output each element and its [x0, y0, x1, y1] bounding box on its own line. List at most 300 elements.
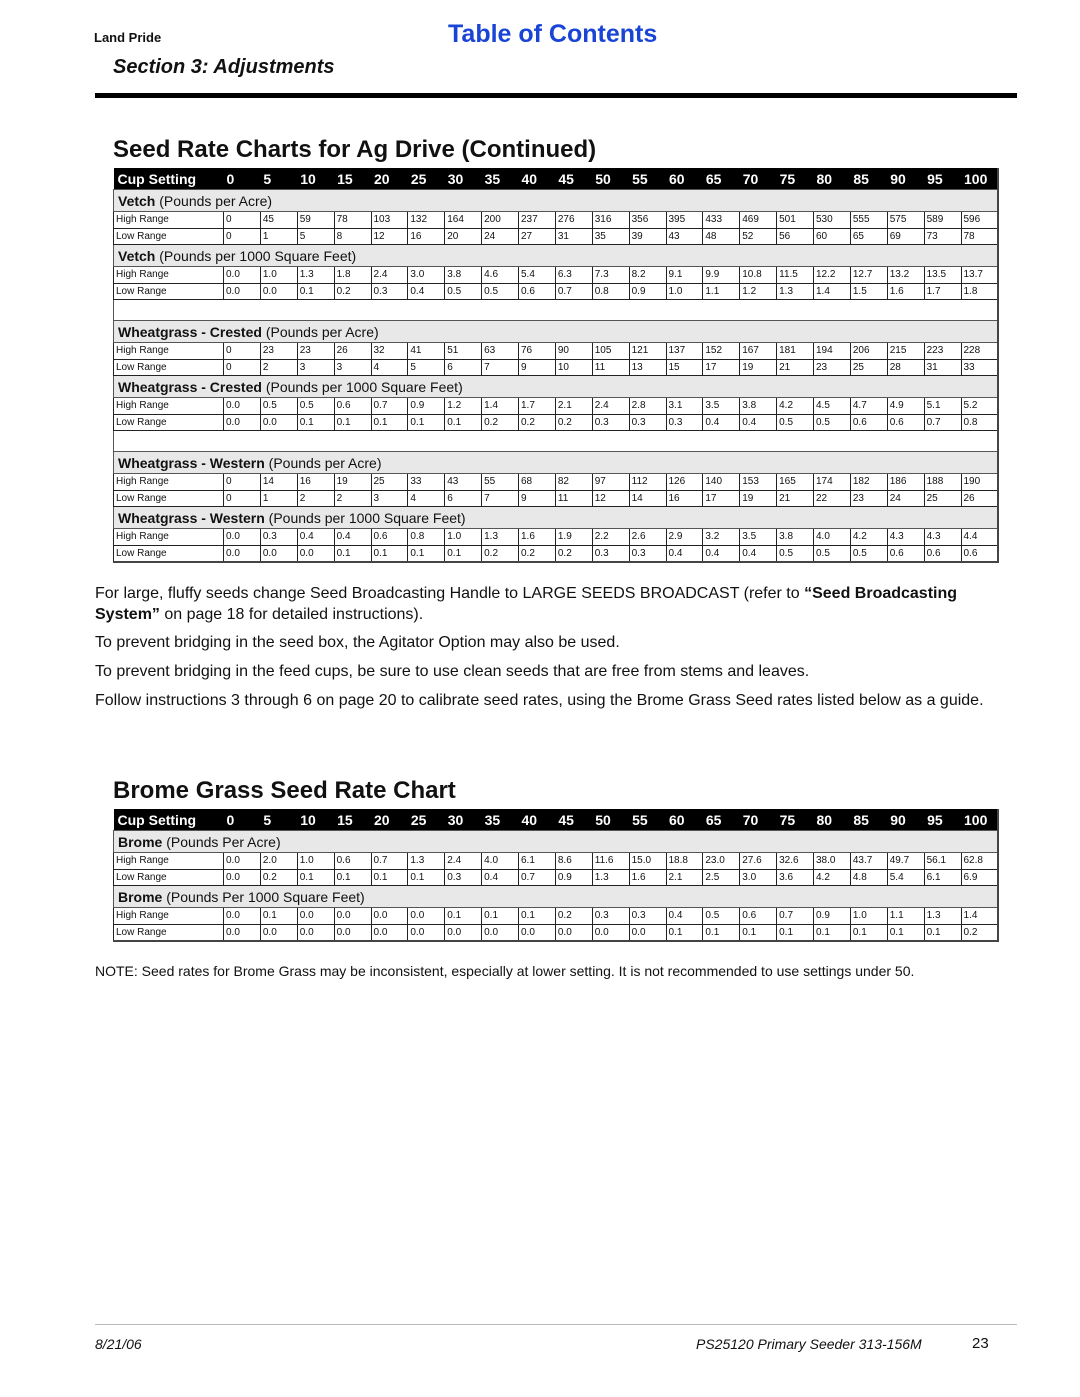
- cup-setting-value: 0: [224, 809, 261, 831]
- cup-setting-value: 45: [555, 809, 592, 831]
- rate-cell: 6.1: [924, 869, 961, 886]
- rate-cell: 65: [850, 228, 887, 245]
- cup-setting-value: 30: [445, 168, 482, 190]
- rate-cell: 27.6: [740, 853, 777, 870]
- rate-cell: 3: [371, 490, 408, 507]
- rate-cell: 433: [703, 212, 740, 229]
- rate-cell: 194: [814, 343, 851, 360]
- rate-cell: 3.2: [703, 529, 740, 546]
- table-row: [114, 529, 999, 546]
- paragraph-large-seeds: [95, 583, 1017, 625]
- rate-cell: 9.1: [666, 267, 703, 284]
- rate-cell: 12: [592, 490, 629, 507]
- rate-cell: 0.7: [777, 908, 814, 925]
- rate-cell: 0.1: [371, 869, 408, 886]
- seed-block-title: [114, 831, 999, 853]
- rate-cell: 12.2: [814, 267, 851, 284]
- rate-cell: 0.3: [592, 545, 629, 562]
- brand-name: Land Pride: [94, 30, 162, 45]
- rate-cell: 0.5: [814, 414, 851, 431]
- rate-cell: 0.7: [555, 283, 592, 300]
- rate-cell: 9: [519, 490, 556, 507]
- rate-cell: 0.2: [519, 545, 556, 562]
- table-of-contents-link[interactable]: Table of Contents: [448, 20, 658, 48]
- ag-seed-rate-table: [113, 168, 999, 563]
- rate-cell: 0.2: [519, 414, 556, 431]
- rate-cell: 0.0: [629, 924, 666, 941]
- rate-cell: 22: [814, 490, 851, 507]
- cup-setting-value: 10: [297, 168, 334, 190]
- rate-cell: 0.0: [482, 924, 519, 941]
- rate-cell: 0.5: [260, 398, 297, 415]
- cup-setting-header-row: [114, 168, 999, 190]
- rate-cell: 0.0: [297, 924, 334, 941]
- rate-cell: 0.1: [408, 414, 445, 431]
- cup-setting-value: 55: [629, 168, 666, 190]
- range-label: Low Range: [114, 414, 224, 431]
- rate-cell: 69: [887, 228, 924, 245]
- cup-setting-value: 85: [850, 809, 887, 831]
- rate-cell: 0.6: [887, 414, 924, 431]
- brome-seed-rate-table: [113, 809, 999, 942]
- rate-cell: 3: [297, 359, 334, 376]
- rate-cell: 530: [814, 212, 851, 229]
- rate-cell: 2: [260, 359, 297, 376]
- rate-cell: 4.2: [777, 398, 814, 415]
- rate-cell: 1.0: [445, 529, 482, 546]
- rate-cell: 43.7: [850, 853, 887, 870]
- rate-cell: 21: [777, 490, 814, 507]
- rate-cell: 0.6: [740, 908, 777, 925]
- rate-cell: 5: [297, 228, 334, 245]
- cup-setting-value: 70: [740, 809, 777, 831]
- rate-cell: 0.4: [703, 414, 740, 431]
- rate-cell: 555: [850, 212, 887, 229]
- rate-cell: 2.1: [555, 398, 592, 415]
- rate-cell: 126: [666, 474, 703, 491]
- spacer-row: [114, 300, 999, 321]
- cup-setting-value: 45: [555, 168, 592, 190]
- rate-cell: 0.2: [555, 908, 592, 925]
- rate-cell: 0.0: [260, 283, 297, 300]
- rate-cell: 19: [740, 359, 777, 376]
- rate-cell: 43: [445, 474, 482, 491]
- table-row: [114, 853, 999, 870]
- rate-cell: 14: [629, 490, 666, 507]
- rate-cell: 23.0: [703, 853, 740, 870]
- cup-setting-value: 75: [777, 168, 814, 190]
- rate-cell: 97: [592, 474, 629, 491]
- cup-setting-header-row: [114, 809, 999, 831]
- rate-cell: 5.4: [887, 869, 924, 886]
- rate-cell: 17: [703, 490, 740, 507]
- rate-cell: 0.1: [814, 924, 851, 941]
- rate-cell: 0.0: [408, 908, 445, 925]
- rate-cell: 28: [887, 359, 924, 376]
- rate-cell: 8.6: [555, 853, 592, 870]
- rate-cell: 2.4: [371, 267, 408, 284]
- rate-cell: 27: [519, 228, 556, 245]
- rate-cell: 0: [224, 212, 261, 229]
- rate-cell: 0.1: [408, 869, 445, 886]
- rate-cell: 25: [924, 490, 961, 507]
- range-label: Low Range: [114, 545, 224, 562]
- rate-cell: 2: [334, 490, 371, 507]
- range-label: Low Range: [114, 869, 224, 886]
- rate-cell: 59: [297, 212, 334, 229]
- cup-setting-value: 25: [408, 168, 445, 190]
- rate-cell: 62.8: [961, 853, 998, 870]
- rate-cell: 0: [224, 474, 261, 491]
- rate-cell: 105: [592, 343, 629, 360]
- rate-cell: 1.2: [740, 283, 777, 300]
- rate-cell: 0.6: [924, 545, 961, 562]
- seed-block-title-row: [114, 507, 999, 529]
- rate-cell: 0.2: [334, 283, 371, 300]
- rate-cell: 4.3: [887, 529, 924, 546]
- rate-cell: 0.4: [408, 283, 445, 300]
- rate-cell: 0.4: [334, 529, 371, 546]
- rate-cell: 15: [666, 359, 703, 376]
- table-row: [114, 414, 999, 431]
- rate-cell: 228: [961, 343, 998, 360]
- rate-cell: 0.1: [297, 283, 334, 300]
- rate-cell: 0.0: [224, 545, 261, 562]
- rate-cell: 0.0: [224, 398, 261, 415]
- rate-cell: 206: [850, 343, 887, 360]
- rate-cell: 4: [408, 490, 445, 507]
- rate-cell: 7: [482, 359, 519, 376]
- rate-cell: 237: [519, 212, 556, 229]
- rate-cell: 1.1: [887, 908, 924, 925]
- rate-cell: 0: [224, 343, 261, 360]
- rate-cell: 165: [777, 474, 814, 491]
- rate-cell: 0.0: [224, 414, 261, 431]
- seed-unit: (Pounds per Acre): [155, 192, 273, 209]
- cup-setting-value: 65: [703, 168, 740, 190]
- rate-cell: 90: [555, 343, 592, 360]
- cup-setting-value: 80: [814, 809, 851, 831]
- rate-cell: 33: [408, 474, 445, 491]
- seed-broadcasting-system-link[interactable]: “Seed Broadcasting System”: [95, 585, 958, 623]
- rate-cell: 140: [703, 474, 740, 491]
- rate-cell: 0.1: [482, 908, 519, 925]
- rate-cell: 0.0: [224, 529, 261, 546]
- page-number: 23: [972, 1335, 989, 1352]
- rate-cell: 2.5: [703, 869, 740, 886]
- cup-setting-value: 35: [482, 809, 519, 831]
- seed-name: Wheatgrass - Western: [118, 454, 265, 471]
- rate-cell: 0.3: [592, 414, 629, 431]
- seed-block-title: [114, 190, 999, 212]
- rate-cell: 3.0: [740, 869, 777, 886]
- rate-cell: 215: [887, 343, 924, 360]
- rate-cell: 23: [814, 359, 851, 376]
- rate-cell: 55: [482, 474, 519, 491]
- rate-cell: 0.1: [703, 924, 740, 941]
- rate-cell: 0.1: [371, 545, 408, 562]
- rate-cell: 0.4: [740, 545, 777, 562]
- rate-cell: 56: [777, 228, 814, 245]
- rate-cell: 0.0: [445, 924, 482, 941]
- rate-cell: 18.8: [666, 853, 703, 870]
- rate-cell: 20: [445, 228, 482, 245]
- rate-cell: 16: [408, 228, 445, 245]
- rate-cell: 45: [260, 212, 297, 229]
- cup-setting-value: 60: [666, 168, 703, 190]
- rate-cell: 2.9: [666, 529, 703, 546]
- cup-setting-value: 10: [297, 809, 334, 831]
- rate-cell: 0.3: [371, 283, 408, 300]
- rate-cell: 0.6: [334, 398, 371, 415]
- rate-cell: 103: [371, 212, 408, 229]
- rate-cell: 0: [224, 490, 261, 507]
- rate-cell: 0.1: [408, 545, 445, 562]
- rate-cell: 11.6: [592, 853, 629, 870]
- seed-block-title-row: [114, 376, 999, 398]
- rate-cell: 596: [961, 212, 998, 229]
- rate-cell: 0.4: [740, 414, 777, 431]
- spacer-cell: [114, 431, 999, 452]
- rate-cell: 31: [555, 228, 592, 245]
- rate-cell: 2.1: [666, 869, 703, 886]
- rate-cell: 7.3: [592, 267, 629, 284]
- rate-cell: 0.0: [260, 924, 297, 941]
- rate-cell: 0.6: [334, 853, 371, 870]
- rate-cell: 6.1: [519, 853, 556, 870]
- rate-cell: 0.3: [666, 414, 703, 431]
- rate-cell: 0.0: [224, 869, 261, 886]
- rate-cell: 186: [887, 474, 924, 491]
- cup-setting-value: 15: [334, 168, 371, 190]
- rate-cell: 316: [592, 212, 629, 229]
- rate-cell: 0.0: [260, 545, 297, 562]
- rate-cell: 63: [482, 343, 519, 360]
- rate-cell: 24: [482, 228, 519, 245]
- rate-cell: 6: [445, 359, 482, 376]
- rate-cell: 4.3: [924, 529, 961, 546]
- rate-cell: 0: [224, 359, 261, 376]
- rate-cell: 0.1: [924, 924, 961, 941]
- rate-cell: 200: [482, 212, 519, 229]
- rate-cell: 1: [260, 490, 297, 507]
- cup-setting-value: 90: [887, 168, 924, 190]
- rate-cell: 0.1: [334, 545, 371, 562]
- cup-setting-value: 20: [371, 809, 408, 831]
- rate-cell: 5.1: [924, 398, 961, 415]
- seed-name: Wheatgrass - Western: [118, 509, 265, 526]
- rate-cell: 32: [371, 343, 408, 360]
- rate-cell: 501: [777, 212, 814, 229]
- rate-cell: 0.6: [961, 545, 998, 562]
- rate-cell: 1.4: [814, 283, 851, 300]
- cup-setting-value: 50: [592, 168, 629, 190]
- rate-cell: 1.1: [703, 283, 740, 300]
- rate-cell: 15.0: [629, 853, 666, 870]
- rate-cell: 78: [334, 212, 371, 229]
- rate-cell: 0.0: [555, 924, 592, 941]
- rate-cell: 0.0: [592, 924, 629, 941]
- rate-cell: 8: [334, 228, 371, 245]
- seed-block-title-row: [114, 831, 999, 853]
- rate-cell: 0.1: [850, 924, 887, 941]
- rate-cell: 14: [260, 474, 297, 491]
- seed-block-title: [114, 507, 999, 529]
- rate-cell: 276: [555, 212, 592, 229]
- rate-cell: 73: [924, 228, 961, 245]
- rate-cell: 1.7: [519, 398, 556, 415]
- seed-unit: (Pounds Per 1000 Square Feet): [162, 888, 365, 905]
- rate-cell: 5.4: [519, 267, 556, 284]
- rate-cell: 2.4: [445, 853, 482, 870]
- rate-cell: 5: [408, 359, 445, 376]
- rate-cell: 10.8: [740, 267, 777, 284]
- rate-cell: 0.7: [519, 869, 556, 886]
- rate-cell: 1: [260, 228, 297, 245]
- seed-block-title: [114, 321, 999, 343]
- table-row: [114, 474, 999, 491]
- spacer-cell: [114, 300, 999, 321]
- seed-name: Brome: [118, 833, 163, 850]
- range-label: Low Range: [114, 359, 224, 376]
- rate-cell: 0.9: [555, 869, 592, 886]
- cup-setting-value: 40: [519, 168, 556, 190]
- rate-cell: 3.1: [666, 398, 703, 415]
- range-label: Low Range: [114, 283, 224, 300]
- cup-setting-value: 20: [371, 168, 408, 190]
- rate-cell: 6: [445, 490, 482, 507]
- footer-rule: [95, 1324, 1017, 1325]
- cup-setting-value: 5: [260, 809, 297, 831]
- rate-cell: 0.3: [629, 908, 666, 925]
- range-label: Low Range: [114, 228, 224, 245]
- rate-cell: 0.1: [445, 545, 482, 562]
- rate-cell: 11.5: [777, 267, 814, 284]
- cup-setting-value: 95: [924, 168, 961, 190]
- rate-cell: 0.2: [482, 414, 519, 431]
- rate-cell: 0.4: [666, 908, 703, 925]
- rate-cell: 0.7: [924, 414, 961, 431]
- range-label: High Range: [114, 474, 224, 491]
- rate-cell: 2.8: [629, 398, 666, 415]
- seed-unit: (Pounds per 1000 Square Feet): [261, 378, 463, 395]
- range-label: High Range: [114, 529, 224, 546]
- rate-cell: 0.0: [371, 908, 408, 925]
- rate-cell: 0.0: [371, 924, 408, 941]
- rate-cell: 6.3: [555, 267, 592, 284]
- cup-setting-value: 85: [850, 168, 887, 190]
- rate-cell: 0.5: [777, 545, 814, 562]
- rate-cell: 2: [297, 490, 334, 507]
- rate-cell: 0.0: [260, 414, 297, 431]
- rate-cell: 4: [371, 359, 408, 376]
- rate-cell: 0.9: [629, 283, 666, 300]
- rate-cell: 1.6: [629, 869, 666, 886]
- table-row: [114, 398, 999, 415]
- seed-name: Wheatgrass - Crested: [118, 323, 262, 340]
- rate-cell: 152: [703, 343, 740, 360]
- rate-cell: 1.4: [482, 398, 519, 415]
- rate-cell: 23: [850, 490, 887, 507]
- rate-cell: 7: [482, 490, 519, 507]
- rate-cell: 3.5: [740, 529, 777, 546]
- rate-cell: 39: [629, 228, 666, 245]
- rate-cell: 0.2: [260, 869, 297, 886]
- rate-cell: 3.8: [777, 529, 814, 546]
- rate-cell: 1.0: [850, 908, 887, 925]
- seed-block-title-row: [114, 886, 999, 908]
- footer-date: 8/21/06: [95, 1336, 142, 1352]
- cup-setting-value: 60: [666, 809, 703, 831]
- rate-cell: 8.2: [629, 267, 666, 284]
- rate-cell: 3.8: [445, 267, 482, 284]
- rate-cell: 0.8: [592, 283, 629, 300]
- rate-cell: 0.6: [519, 283, 556, 300]
- rate-cell: 0.3: [629, 414, 666, 431]
- paragraph-agitator: To prevent bridging in the seed box, the Agitator Option may also be used.: [95, 634, 620, 651]
- rate-cell: 0.1: [371, 414, 408, 431]
- rate-cell: 190: [961, 474, 998, 491]
- rate-cell: 1.0: [666, 283, 703, 300]
- cup-setting-value: 75: [777, 809, 814, 831]
- cup-setting-value: 100: [961, 809, 998, 831]
- rate-cell: 13.2: [887, 267, 924, 284]
- rate-cell: 395: [666, 212, 703, 229]
- rate-cell: 1.9: [555, 529, 592, 546]
- rate-cell: 0.1: [334, 869, 371, 886]
- table-row: [114, 908, 999, 925]
- rate-cell: 1.4: [961, 908, 998, 925]
- rate-cell: 0.1: [445, 908, 482, 925]
- cup-setting-value: 0: [224, 168, 261, 190]
- seed-unit: (Pounds Per Acre): [162, 833, 281, 850]
- range-label: Low Range: [114, 490, 224, 507]
- rate-cell: 0.5: [777, 414, 814, 431]
- rate-cell: 25: [850, 359, 887, 376]
- rate-cell: 0.1: [666, 924, 703, 941]
- rate-cell: 0.1: [260, 908, 297, 925]
- table-row: [114, 924, 999, 941]
- seed-block-title-row: [114, 245, 999, 267]
- seed-unit: (Pounds per Acre): [264, 454, 382, 471]
- header-rule: [95, 93, 1017, 98]
- rate-cell: 0.5: [850, 545, 887, 562]
- rate-cell: 0.7: [371, 398, 408, 415]
- rate-cell: 0.2: [555, 545, 592, 562]
- footer-document-id: PS25120 Primary Seeder 313-156M: [696, 1336, 922, 1352]
- rate-cell: 76: [519, 343, 556, 360]
- rate-cell: 17: [703, 359, 740, 376]
- rate-cell: 16: [297, 474, 334, 491]
- rate-cell: 164: [445, 212, 482, 229]
- rate-cell: 48: [703, 228, 740, 245]
- rate-cell: 4.9: [887, 398, 924, 415]
- rate-cell: 0.1: [519, 908, 556, 925]
- rate-cell: 0.0: [519, 924, 556, 941]
- rate-cell: 153: [740, 474, 777, 491]
- rate-cell: 2.4: [592, 398, 629, 415]
- range-label: High Range: [114, 908, 224, 925]
- seed-name: Wheatgrass - Crested: [118, 378, 262, 395]
- rate-cell: 0.3: [260, 529, 297, 546]
- rate-cell: 1.3: [482, 529, 519, 546]
- table-row: [114, 212, 999, 229]
- spacer-row: [114, 431, 999, 452]
- rate-cell: 78: [961, 228, 998, 245]
- seed-name: Vetch: [118, 247, 156, 264]
- rate-cell: 12: [371, 228, 408, 245]
- seed-unit: (Pounds per 1000 Square Feet): [155, 247, 357, 264]
